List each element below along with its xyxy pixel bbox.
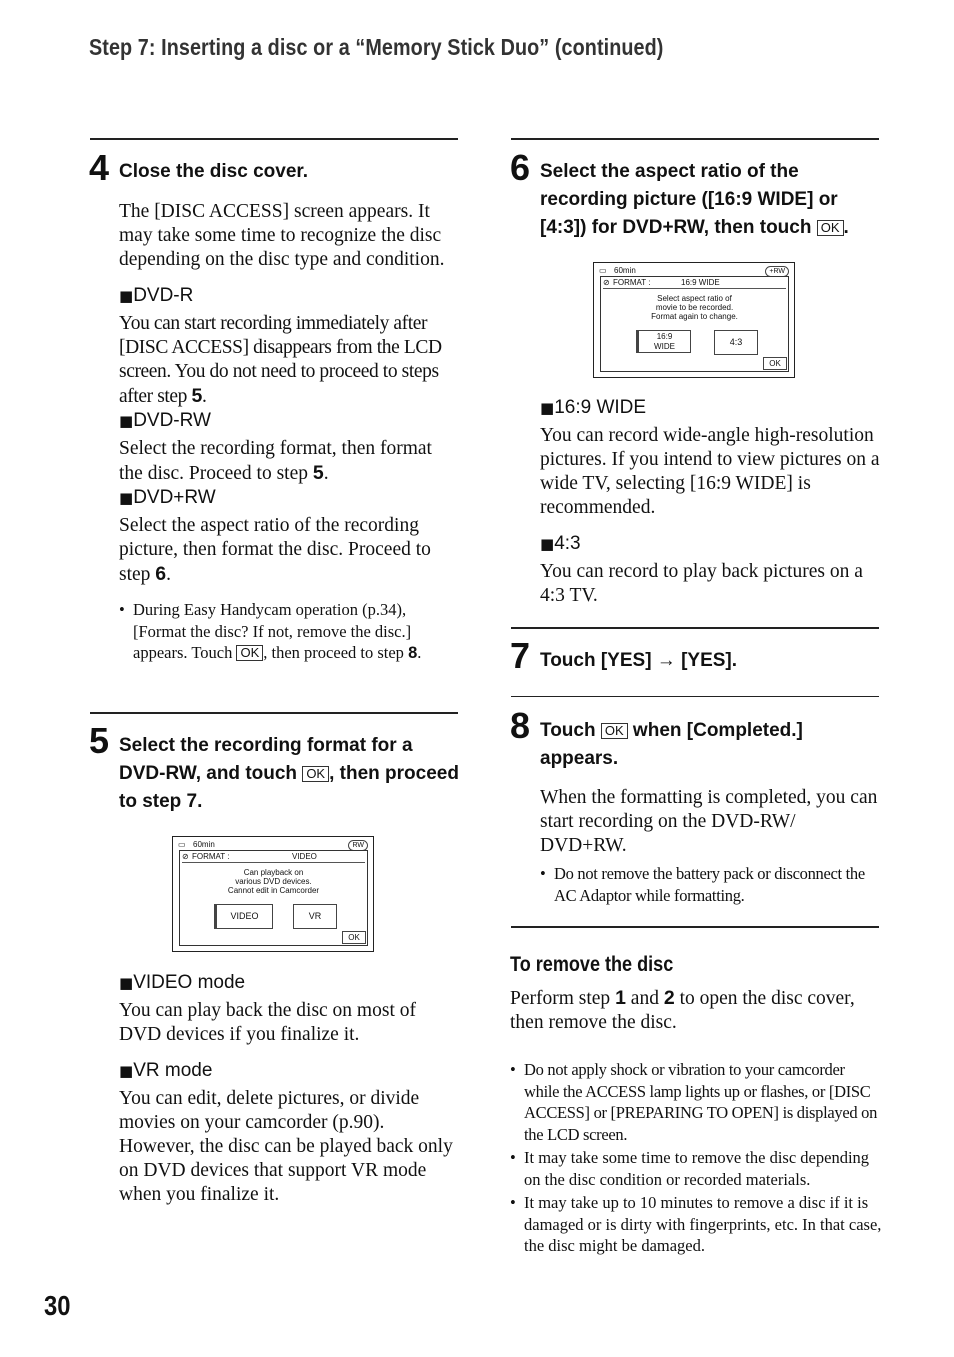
format-divider [603,288,786,289]
battery-icon: ▭ [178,840,186,849]
wide-option-button[interactable]: 16:9 WIDE [636,330,691,353]
remove-note: • Do not apply shock or vibration to your camcorder while the ACCESS lamp lights up or flashes, or [DISC ACCESS] or [PREPARING TO OPEN] is displayed on the LCD screen. [510,1059,882,1145]
screen-message-line: movie to be recorded. [655,303,734,312]
format-panel [600,276,789,372]
step8-title: Touch OK when [Completed.] appears. [540,720,803,769]
square-bullet-icon: ■ [540,399,555,417]
step8-number: 8 [510,705,531,746]
square-bullet-icon: ■ [119,974,134,992]
format-panel [179,850,368,946]
step4-note: • During Easy Handycam operation (p.34), [Format the disc? If not, remove the disc.] appears. Touch OK , then proceed to step 8. [119,599,459,665]
vr-mode-heading: ■VR mode [119,1060,213,1081]
battery-time: 60min [193,840,215,849]
step4-intro: The [DISC ACCESS] screen appears. It may take some time to recognize the disc depending on the disc type and condition. [119,201,445,270]
remove-rule [511,926,879,928]
dvdplusrw-text: Select the aspect ratio of the recording picture, then format the disc. Proceed to step 6. [119,515,431,585]
dvdr-text: You can start recording immediately after [DISC ACCESS] disappears from the LCD screen. You do not need to proceed to steps after step 5. [119,313,442,407]
page-number: 30 [44,1290,71,1321]
step5-content [119,971,459,1207]
dvdplusrw-heading: ■DVD+RW [119,487,216,508]
square-bullet-icon: ■ [119,489,134,507]
format-icon: ⊘ [603,278,610,287]
step4-rule [90,138,458,140]
screen-message-line: various DVD devices. [235,877,312,886]
disc-rw-icon: RW [348,840,368,851]
screen-message-line: Select aspect ratio of [657,294,732,303]
ok-button[interactable]: OK [763,357,787,370]
page-header: Step 7: Inserting a disc or a “Memory Stick Duo” (continued) [89,34,664,60]
format-value: 16:9 WIDE [681,278,720,287]
disc-plus-rw-icon: +RW [765,266,789,277]
standard-option-button[interactable]: 4:3 [714,330,758,355]
remove-note: • It may take some time to remove the disc depending on the disc condition or recorded materials. [510,1147,882,1190]
step5-rule [90,712,458,714]
standard-text: You can record to play back pictures on a 4:3 TV. [540,561,863,606]
step6-number: 6 [510,147,531,188]
square-bullet-icon: ■ [540,535,555,553]
vr-option-button[interactable]: VR [293,904,337,929]
wide-text: You can record wide-angle high-resolution pictures. If you intend to view pictures on a wide TV, selecting [16:9 WIDE] is recommended. [540,425,880,518]
step8-rule [511,696,879,697]
step5-lcd-screen [172,836,374,952]
step5-title: Select the recording format for a DVD-RW, and touch OK , then proceed to step 7. [119,735,459,812]
format-value: VIDEO [292,852,317,861]
vr-mode-text: You can edit, delete pictures, or divide movies on your camcorder (p.90). However, the disc can be played back only on DVD devices that support VR mode when you finalize it. [119,1088,453,1205]
ok-button-icon: OK [302,766,329,782]
battery-icon: ▭ [599,266,607,275]
step6-rule [511,138,879,140]
step6-content [540,396,880,608]
step6-lcd-screen [593,262,795,378]
square-bullet-icon: ■ [119,412,134,430]
video-mode-text: You can play back the disc on most of DVD devices if you finalize it. [119,1000,416,1045]
step8-content [540,786,880,906]
step7-rule [511,627,879,629]
square-bullet-icon: ■ [119,287,134,305]
step8-note: • Do not remove the battery pack or disconnect the AC Adaptor while formatting. [540,863,880,906]
square-bullet-icon: ■ [119,1062,134,1080]
dvdr-heading: ■DVD-R [119,285,194,306]
dvdrw-heading: ■DVD-RW [119,410,211,431]
ok-button-icon: OK [601,723,628,739]
dvdrw-text: Select the recording format, then format the disc. Proceed to step 5. [119,438,432,484]
step6-title: Select the aspect ratio of the recording picture ([16:9 WIDE] or [4:3]) for DVD+RW, then touch OK . [540,161,849,238]
video-option-button[interactable]: VIDEO [214,904,273,929]
format-label: FORMAT : [192,852,230,861]
step5-number: 5 [89,720,110,761]
screen-message-line: Cannot edit in Camcorder [227,886,320,895]
step7-title: Touch [YES] → [YES]. [540,650,738,671]
ok-button-icon: OK [817,220,844,236]
video-mode-heading: ■VIDEO mode [119,972,246,993]
step8-text: When the formatting is completed, you can start recording on the DVD-RW/ DVD+RW. [540,787,878,856]
standard-heading: ■4:3 [540,533,581,554]
ok-button-icon: OK [236,645,263,661]
screen-message-line: Can playback on [243,868,304,877]
remove-note: • It may take up to 10 minutes to remove a disc if it is damaged or is dirty with fingerprints, etc. In that case, the disc might be damaged. [510,1192,882,1257]
ok-button[interactable]: OK [342,931,366,944]
step4-content [119,200,459,665]
battery-time: 60min [614,266,636,275]
format-icon: ⊘ [182,852,189,861]
format-divider [182,862,365,863]
remove-content [510,986,882,1257]
step4-title: Close the disc cover. [119,161,309,182]
step4-number: 4 [89,147,110,188]
remove-intro: Perform step 1 and 2 to open the disc cover, then remove the disc. [510,987,855,1033]
screen-message-line: Format again to change. [651,312,738,321]
wide-heading: ■16:9 WIDE [540,397,647,418]
format-label: FORMAT : [613,278,651,287]
remove-heading: To remove the disc [510,953,674,976]
step7-number: 7 [510,635,531,676]
